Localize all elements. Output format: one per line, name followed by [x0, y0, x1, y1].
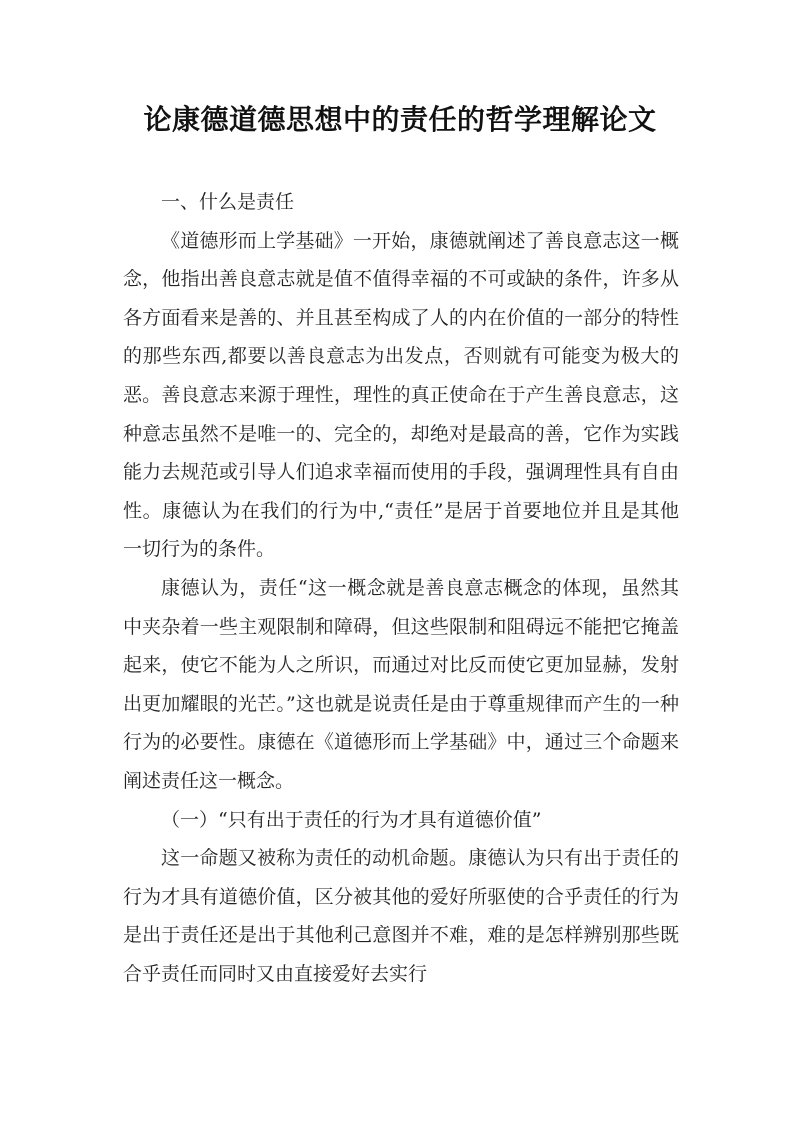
body-paragraph: 康德认为，责任“这一概念就是善良意志概念的体现，虽然其中夹杂着一些主观限制和障碍，但这些限制和阻碍远不能把它掩盖起来，使它不能为人之所识，而通过对比反而使它更加显赫，发射出更加耀眼的光芒。”这也就是说责任是由于尊重规律而产生的一种行为的必要性。康德在《道德形而上学基础》中，通过三个命题来阐述责任这一概念。 — [123, 576, 679, 792]
document-title: 论康德道德思想中的责任的哲学理解论文 — [143, 103, 657, 136]
body-paragraph: 这一命题又被称为责任的动机命题。康德认为只有出于责任的行为才具有道德价值，区分被其他的爱好所驱使的合乎责任的行为是出于责任还是出于其他利己意图并不难，难的是怎样辨别那些既合乎责任而同时又由直接爱好去实行 — [123, 847, 679, 985]
document-body — [123, 183, 679, 993]
section-heading: 一、什么是责任 — [161, 191, 295, 213]
subsection-heading: （一）“只有出于责任的行为才具有道德价值” — [161, 808, 542, 831]
body-paragraph: 《道德形而上学基础》一开始，康德就阐述了善良意志这一概念，他指出善良意志就是值不值得幸福的不可或缺的条件，许多从各方面看来是善的、并且甚至构成了人的内在价值的一部分的特性的那些东西,都要以善良意志为出发点，否则就有可能变为极大的恶。善良意志来源于理性，理性的真正使命在于产生善良意志，这种意志虽然不是唯一的、完全的，却绝对是最高的善，它作为实践能力去规范或引导人们追求幸福而使用的手段，强调理性具有自由性。康德认为在我们的行为中,“责任”是居于首要地位并且是其他一切行为的条件。 — [123, 229, 679, 561]
